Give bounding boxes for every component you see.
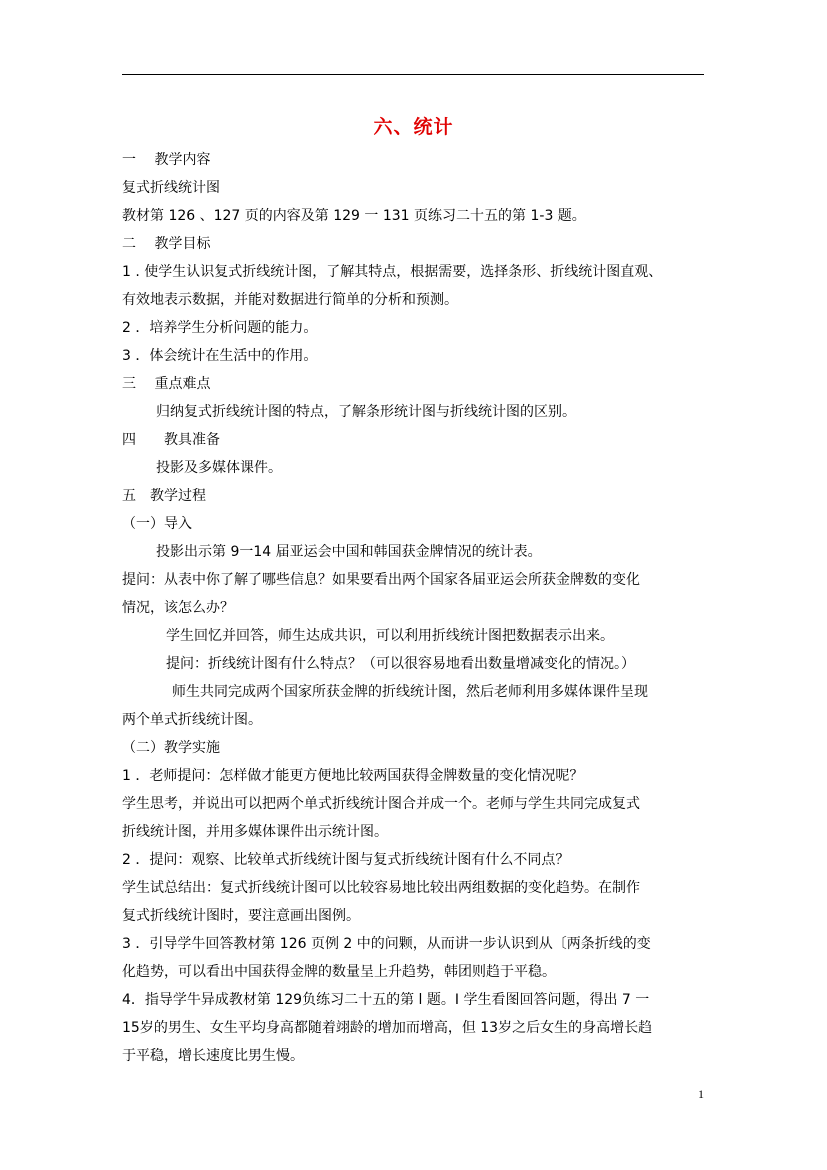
text-line: 1 ．老师提问：怎样做才能更方便地比较两国获得金牌数量的变化情况呢？ bbox=[122, 768, 584, 784]
header-rule bbox=[122, 74, 704, 75]
text-line: 五 教学过程 bbox=[122, 488, 206, 504]
text-line: 折线统计图，并用多媒体课件出示统计图。 bbox=[122, 824, 388, 840]
text-line: 2 ．培养学生分析问题的能力。 bbox=[122, 320, 318, 336]
text-line: 于平稳，增长速度比男生慢。 bbox=[122, 1048, 304, 1064]
text-line: 投影及多媒体课件。 bbox=[156, 460, 282, 476]
text-line: 有效地表示数据，并能对数据进行简单的分析和预测。 bbox=[122, 292, 458, 308]
text-line: （二）教学实施 bbox=[122, 740, 220, 756]
text-line: 四 教具准备 bbox=[122, 432, 220, 448]
text-line: 3 ．体会统计在生活中的作用。 bbox=[122, 348, 318, 364]
text-line: 三 重点难点 bbox=[122, 376, 211, 392]
text-line: 15岁的男生、女生平均身高都随着翊龄的增加而增高，但 13岁之后女生的身高增长趋 bbox=[122, 1020, 653, 1036]
text-line: 2 ．提问：观察、比较单式折线统计图与复式折线统计图有什么不同点？ bbox=[122, 852, 570, 868]
text-line: 复式折线统计图时，要注意画出图例。 bbox=[122, 908, 360, 924]
text-line: 学生思考，并说出可以把两个单式折线统计图合并成一个。老师与学生共同完成复式 bbox=[122, 796, 640, 812]
text-line: （一）导入 bbox=[122, 516, 192, 532]
text-line: 教材第 126 、127 页的内容及第 129 一 131 页练习二十五的第 1-3 题。 bbox=[122, 208, 586, 224]
text-line: 化趋势，可以看出中国获得金牌的数量呈上升趋势，韩团则趋于平稳。 bbox=[122, 964, 556, 980]
text-line: 1 . 使学生认识复式折线统计图，了解其特点，根据需要，选择条形、折线统计图直观、 bbox=[122, 264, 663, 280]
text-line: 学生回忆并回答，师生达成共识，可以利用折线统计图把数据表示出来。 bbox=[166, 628, 614, 644]
text-line: 二 教学目标 bbox=[122, 236, 211, 252]
text-line: 3 ．引导学牛回答教材第 126 页例 2 中的问颗，从而讲一步认识到从〔两条折线的变 bbox=[122, 936, 651, 952]
text-line: 提问：从表中你了解了哪些信息？如果要看出两个国家各届亚运会所获金牌数的变化 bbox=[122, 572, 640, 588]
text-line: 复式折线统计图 bbox=[122, 180, 220, 196]
document-body bbox=[122, 146, 712, 1070]
text-line: 师生共同完成两个国家所获金牌的折线统计图，然后老师利用多媒体课件呈现 bbox=[172, 684, 648, 700]
text-line: 4．指导学牛异成教材第 129负练习二十五的第 l 题。I 学生看图回答问题，得出 7 一 bbox=[122, 992, 650, 1008]
text-line: 归纳复式折线统计图的特点，了解条形统计图与折线统计图的区别。 bbox=[156, 404, 576, 420]
page-number: 1 bbox=[698, 1087, 704, 1101]
text-line: 提问：折线统计图有什么特点？（可以很容易地看出数量增减变化的情况。） bbox=[166, 656, 635, 672]
text-line: 一 教学内容 bbox=[122, 152, 211, 168]
page-title: 六、统计 bbox=[373, 116, 454, 138]
text-line: 学生试总结出：复式折线统计图可以比较容易地比较出两组数据的变化趋势。在制作 bbox=[122, 880, 640, 896]
text-line: 情况，该怎么办？ bbox=[122, 600, 234, 616]
text-line: 投影出示第 9一14 届亚运会中国和韩国获金牌情况的统计表。 bbox=[156, 544, 542, 560]
text-line: 两个单式折线统计图。 bbox=[122, 712, 262, 728]
